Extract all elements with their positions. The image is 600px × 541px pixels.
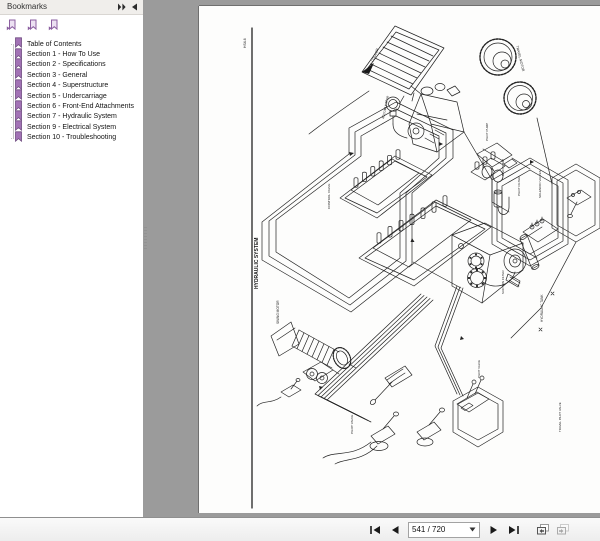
diagram-label: SOLENOID VALVES <box>538 170 542 198</box>
swing-motor <box>271 322 356 371</box>
panel-splitter[interactable] <box>144 227 147 249</box>
diagram-label: PILOT VALVE <box>350 414 354 434</box>
diagram-label: CONTROL VALVE <box>327 183 331 209</box>
diagram-label: TRAVEL MOTOR <box>515 45 526 72</box>
diagram-label: SWING MOTOR <box>276 300 280 324</box>
bookmark-label: Section 6 - Front-End Attachments <box>27 103 134 111</box>
chevron-down-icon[interactable] <box>469 525 476 534</box>
control-valves <box>340 150 505 286</box>
oil-cooler <box>362 26 444 103</box>
bookmark-label: Table of Contents <box>27 40 82 48</box>
page-indicator[interactable]: 541 / 720 <box>412 524 446 534</box>
next-page-icon[interactable] <box>487 524 500 536</box>
bookmark-label: Section 9 - Electrical System <box>27 123 117 131</box>
bookmark-label: Section 7 - Hydraulic System <box>27 113 117 121</box>
page-number-input[interactable] <box>408 522 480 538</box>
piping <box>262 86 576 422</box>
diagram-label: PILOT VALVE <box>477 360 481 378</box>
first-page-icon[interactable] <box>368 524 381 536</box>
bookmark-tool-icon-1[interactable] <box>6 18 18 36</box>
diagram-label: OIL COOLER <box>368 47 380 69</box>
bookmarks-panel-header <box>0 0 143 15</box>
travel-motors <box>480 39 536 114</box>
previous-page-icon[interactable] <box>388 524 401 536</box>
document-viewer <box>143 0 600 517</box>
diagram-label: HYDRAULIC TANK <box>540 294 544 322</box>
bookmark-label: Section 2 - Specifications <box>27 61 106 69</box>
bookmark-label: Section 1 - How To Use <box>27 51 101 59</box>
diagram-label: PILOT PUMP <box>485 122 489 141</box>
page-navigation-toolbar <box>0 517 600 541</box>
diagram-label: SUCTION FILTER <box>501 270 505 294</box>
engine <box>408 84 464 153</box>
next-view-icon[interactable] <box>557 524 570 535</box>
diagram-label: HYDRAULIC SYSTEM <box>254 237 260 289</box>
bookmark-label: Section 3 - General <box>27 71 88 79</box>
hydraulic-tank <box>452 223 523 303</box>
bookmark-item-section-10[interactable] <box>0 133 143 143</box>
bookmark-label: Section 4 - Superstructure <box>27 82 109 90</box>
bookmarks-list <box>0 39 143 143</box>
diagram-label: MAIN PUMP <box>501 158 505 176</box>
bookmark-label: Section 10 - Troubleshooting <box>27 134 117 142</box>
bookmark-tool-icon-3[interactable] <box>48 18 60 36</box>
hex-loops <box>453 158 600 447</box>
collapse-panel-icon[interactable] <box>131 3 138 11</box>
bookmarks-panel-title: Bookmarks <box>7 2 48 11</box>
bookmark-icon <box>14 129 23 147</box>
diagram-label: HS4-6 <box>243 38 247 48</box>
double-arrow-icon[interactable] <box>118 3 127 11</box>
last-page-icon[interactable] <box>507 524 520 536</box>
diagram-label: TRAVEL PILOT VALVE <box>558 402 562 432</box>
bookmark-tool-icon-2[interactable] <box>27 18 39 36</box>
previous-view-icon[interactable] <box>537 524 550 535</box>
bookmark-label: Section 5 - Undercarriage <box>27 92 107 100</box>
bookmarks-panel <box>0 0 143 517</box>
pdf-page <box>199 6 600 513</box>
hydraulic-system-diagram <box>199 6 600 513</box>
gear-pump <box>303 362 339 384</box>
travel-circuit-valve <box>567 190 591 218</box>
pilot-valves <box>257 366 489 464</box>
diagram-label: ACCUMULATOR <box>381 95 390 120</box>
diagram-label: PILOT FILTER <box>517 176 521 196</box>
